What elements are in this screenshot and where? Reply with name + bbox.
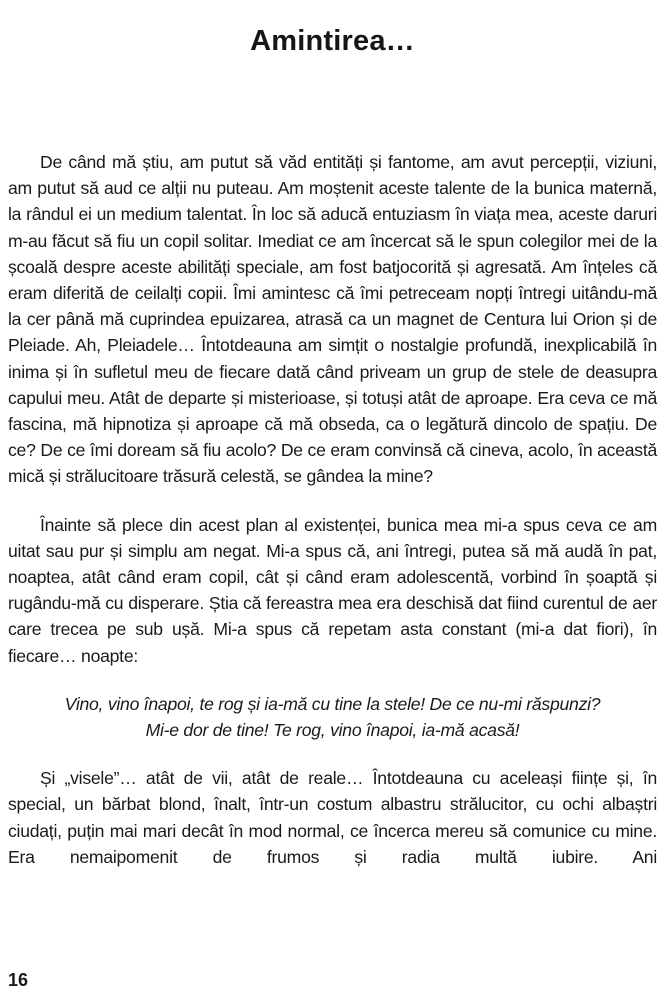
body-text xyxy=(8,149,657,870)
paragraph-1: De când mă știu, am putut să văd entități și fantome, am avut percepții, viziuni, am putut să aud ce alții nu puteau. Am moștenit aceste talente de la bunica maternă, la rândul ei un medium talentat. În loc să aducă entuziasm în viața mea, aceste daruri m-au făcut să fiu un copil solitar. Imediat ce am încercat să le spun colegilor mei de la școală despre aceste abilități speciale, am fost batjocorită și agresată. Am înțeles că eram diferită de ceilalți copii. Îmi amintesc că îmi petreceam nopți întregi uitându-mă la cer până mă cuprindea epuizarea, atrasă ca un magnet de Centura lui Orion și de Pleiade. Ah, Pleiadele… Întotdeauna am simțit o nostalgie profundă, inexplicabilă în inima și în sufletul meu de fiecare dată când priveam un grup de stele de deasupra capului meu. Atât de departe și misterioase, și totuși atât de aproape. Era ceva ce mă fascina, mă hipnotiza și aproape că mă obseda, ca o legătură dincolo de spațiu. De ce? De ce îmi doream să fiu acolo? De ce eram convinsă că cineva, acolo, în această mică și strălucitoare trăsură celestă, se gândea la mine? xyxy=(8,152,657,487)
paragraph-3: Și „visele”… atât de vii, atât de reale… Întotdeauna cu aceleași ființe și, în special, un bărbat blond, înalt, într-un costum albastru strălucitor, cu ochi albaștri ciudați, puțin mai mari decât în mod normal, ce încerca mereu să comunice cu mine. Era nemaipomenit de frumos și radia multă iubire. Ani xyxy=(8,768,657,867)
chapter-title: Amintirea… xyxy=(250,25,415,58)
quote-line-2: Mi-e dor de tine! Te rog, vino înapoi, ia-mă acasă! xyxy=(145,720,520,741)
paragraph-2: Înainte să plece din acest plan al existenței, bunica mea mi-a spus ceva ce am uitat sau pur și simplu am negat. Mi-a spus că, ani întregi, putea să mă audă în pat, noaptea, atât când eram copil, cât și când eram adolescentă, vorbind în șoaptă și rugându-mă cu disperare. Știa că fereastra mea era deschisă dat fiind curentul de aer care trecea pe sub ușă. Mi-a spus că repetam asta constant (mi-a dat fiori), în fiecare… noapte: xyxy=(8,514,657,666)
quote-line-1: Vino, vino înapoi, te rog și ia-mă cu tine la stele! De ce nu-mi răspunzi? xyxy=(64,693,601,714)
page-number: 16 xyxy=(8,970,29,990)
italic-quote xyxy=(8,691,657,743)
